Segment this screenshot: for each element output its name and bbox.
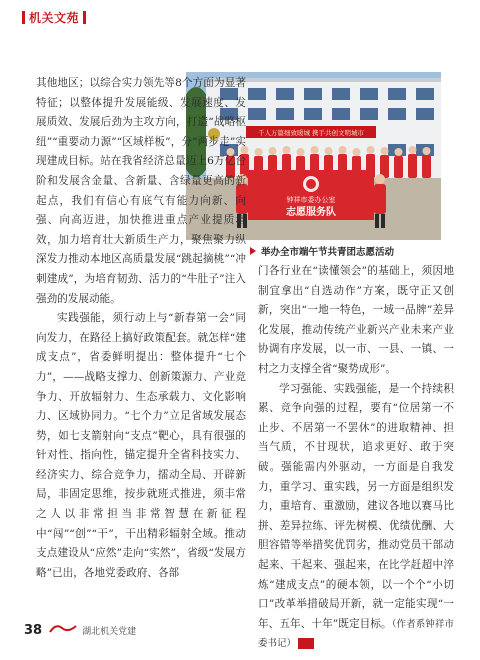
building-sign-text: 千人万篇细致暖城 携手共创文明城市 — [257, 129, 365, 137]
page-footer — [24, 622, 136, 638]
author-byline: （作者系钟祥市委书记） — [258, 618, 454, 650]
left-column — [36, 74, 246, 583]
right-column — [258, 262, 454, 658]
magazine-name: 湖北机关党建 — [82, 627, 137, 637]
banner-team-text: 志愿服务队 — [286, 207, 336, 218]
header-bar-right — [83, 11, 86, 24]
paragraph-left-2: 实践强能，须行动上与“新春第一会”同向发力，在路径上搞好政策配套。就怎样“建成支点”，省委鲜明提出：整体提升“七个力”，——战略支撑力、创新策源力、产业竞争力、开放辐射力、生态承载力、文化影响力、区域协同力。“七个力”立足省域发展态势，如七支箭射向“支点”靶心，具有很强的针对性、指向性，锚定提升全省科技实力、经济实力、综合竞争力，擂动全局、开辟新局，非固定思维，按步就班式推进，须丰常之人以非常担当非常智慧在新征程中“闯”“创”“干”，干出精彩辐射全域。推动支点建设从“应然”走向“实然”，省级“发展方略”已出，各地党委政府、各部 — [36, 312, 246, 579]
magazine-logo-icon — [48, 622, 78, 634]
banner-org-text: 钟祥市委办公室 — [286, 196, 336, 204]
section-title: 机关文苑 — [29, 10, 80, 25]
header-bar-left — [22, 11, 25, 24]
caption-text: 举办全市端午节共青团志愿活动 — [261, 247, 395, 258]
paragraph-left-1: 其他地区；以综合实力领先等8个方面为显著特征；以整体提升发展能级、发展速度、发展质效、发展后劲为主攻方向，打造“战略枢纽”“重要动力源”“区域样板”，分“两步走”实现建成目标。站在我省经济总量迈上6万亿台阶和发展含金量、含新量、含绿量更高的新起点，我们有信心有底气有能力向新、向强、向高迈进，加快推进重点产业提质增效，加力培育壮大新质生产力，聚焦聚力纵深发力推动本地区高质量发展“跳起摘桃”“冲刺建成”，为培育韧劲、活力的“牛肚子”注入强劲的发展动能。 — [36, 77, 246, 305]
caption-triangle-icon — [250, 247, 256, 255]
paragraph-right-1: 门各行业在“读懂领会”的基础上，须因地制宜拿出“自选动作”方案，既守正又创新，突出“一地一特色，一域一品牌”差异化发展，推动传统产业新兴产业未来产业协调有序发展，以一市、一县、一镇、一村之力支撑全省“聚势成形”。 — [258, 265, 454, 375]
end-mark-icon: 党建 — [298, 638, 314, 649]
paragraph-right-2 — [258, 380, 454, 658]
page-number: 38 — [24, 623, 43, 638]
photo-caption — [250, 244, 394, 258]
paragraph-right-2-text: 学习强能、实践强能，是一个持续积累、竞争向强的过程，要有“位居第一不止步、不居第一不罢休”的进取精神、担当气质，不甘现状，追求更好、敢于突破。强能需内外驱动，一方面是自我发力，重学习、重实践，另一方面是组织发力，重培育、重激励，建议各地以赛马比拼、差异拉练、评先树模、优绩优酬、大胆容错等举措奖优罚劣，推动党员干部动起来、干起来、强起来，在比学赶超中淬炼“建成支点”的硬本领，以一个个“小切口”改革举措破局开新，就一定能实现“一年、五年、十年”既定目标。 — [258, 382, 454, 630]
magazine-logo — [48, 622, 136, 637]
page-header — [22, 8, 86, 26]
